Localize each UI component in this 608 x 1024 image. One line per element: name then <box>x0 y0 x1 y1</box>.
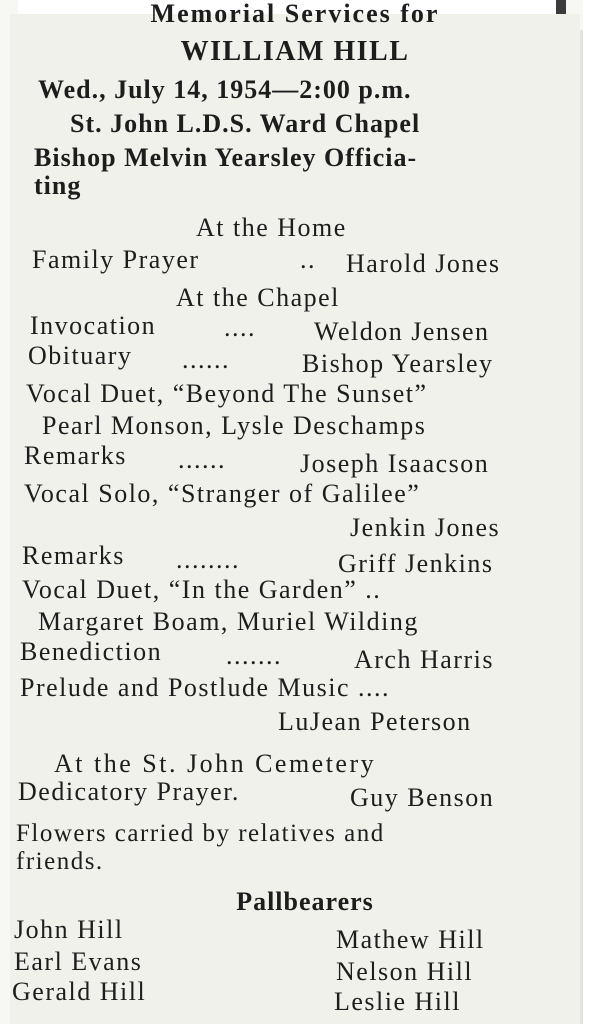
leader-dots: .. <box>300 245 316 274</box>
vocal-duet-1: Vocal Duet, “Beyond The Sunset” <box>26 379 428 408</box>
pallbearers-heading: Pallbearers <box>236 887 374 916</box>
clipped-title: Memorial Services for <box>150 0 440 28</box>
pallbearer-right-1: Mathew Hill <box>336 925 485 954</box>
family-prayer-label: Family Prayer <box>32 245 200 274</box>
benediction-label: Benediction <box>20 637 163 666</box>
prelude-postlude-line: Prelude and Postlude Music .... <box>20 673 391 702</box>
obituary-label: Obituary <box>28 341 133 370</box>
vocal-duet-2-performers: Margaret Boam, Muriel Wilding <box>38 607 419 636</box>
leader-dots: ....... <box>226 641 282 670</box>
flowers-note-cont: friends. <box>16 848 104 875</box>
officiating-line: Bishop Melvin Yearsley Officia- <box>34 143 418 172</box>
leader-dots: ........ <box>176 545 240 574</box>
family-prayer-name: Harold Jones <box>346 249 501 278</box>
pallbearer-left-1: John Hill <box>14 915 124 944</box>
remarks-2-label: Remarks <box>22 541 125 570</box>
vocal-solo-performer: Jenkin Jones <box>350 513 501 542</box>
vocal-duet-2: Vocal Duet, “In the Garden” .. <box>22 575 382 604</box>
pallbearer-left-3: Gerald Hill <box>12 977 147 1006</box>
dedicatory-prayer-name: Guy Benson <box>350 783 495 812</box>
remarks-1-label: Remarks <box>24 441 127 470</box>
obituary-name: Bishop Yearsley <box>302 349 494 378</box>
pallbearer-right-3: Leslie Hill <box>334 987 461 1016</box>
benediction-name: Arch Harris <box>354 645 494 674</box>
cemetery-heading: At the St. John Cemetery <box>54 749 377 778</box>
leader-dots: .... <box>224 313 256 342</box>
flowers-note: Flowers carried by relatives and <box>16 820 385 847</box>
remarks-1-name: Joseph Isaacson <box>300 449 490 478</box>
service-date: Wed., July 14, 1954—2:00 p.m. <box>38 75 412 104</box>
newspaper-clipping <box>10 0 580 1024</box>
vocal-solo: Vocal Solo, “Stranger of Galilee” <box>24 479 421 508</box>
music-performer: LuJean Peterson <box>278 707 472 736</box>
scan-background <box>583 0 608 1024</box>
leader-dots: ...... <box>178 445 226 474</box>
vocal-duet-1-performers: Pearl Monson, Lysle Deschamps <box>42 411 427 440</box>
home-heading: At the Home <box>196 213 347 242</box>
pallbearer-left-2: Earl Evans <box>14 947 143 976</box>
leader-dots: ...... <box>182 345 230 374</box>
deceased-name: WILLIAM HILL <box>180 36 410 67</box>
chapel-heading: At the Chapel <box>176 283 340 312</box>
service-location: St. John L.D.S. Ward Chapel <box>70 109 421 138</box>
remarks-2-name: Griff Jenkins <box>338 549 494 578</box>
invocation-name: Weldon Jensen <box>314 317 490 346</box>
dedicatory-prayer-label: Dedicatory Prayer. <box>18 777 240 806</box>
pallbearer-right-2: Nelson Hill <box>336 957 474 986</box>
officiating-line-cont: ting <box>34 171 82 200</box>
invocation-label: Invocation <box>30 311 157 340</box>
